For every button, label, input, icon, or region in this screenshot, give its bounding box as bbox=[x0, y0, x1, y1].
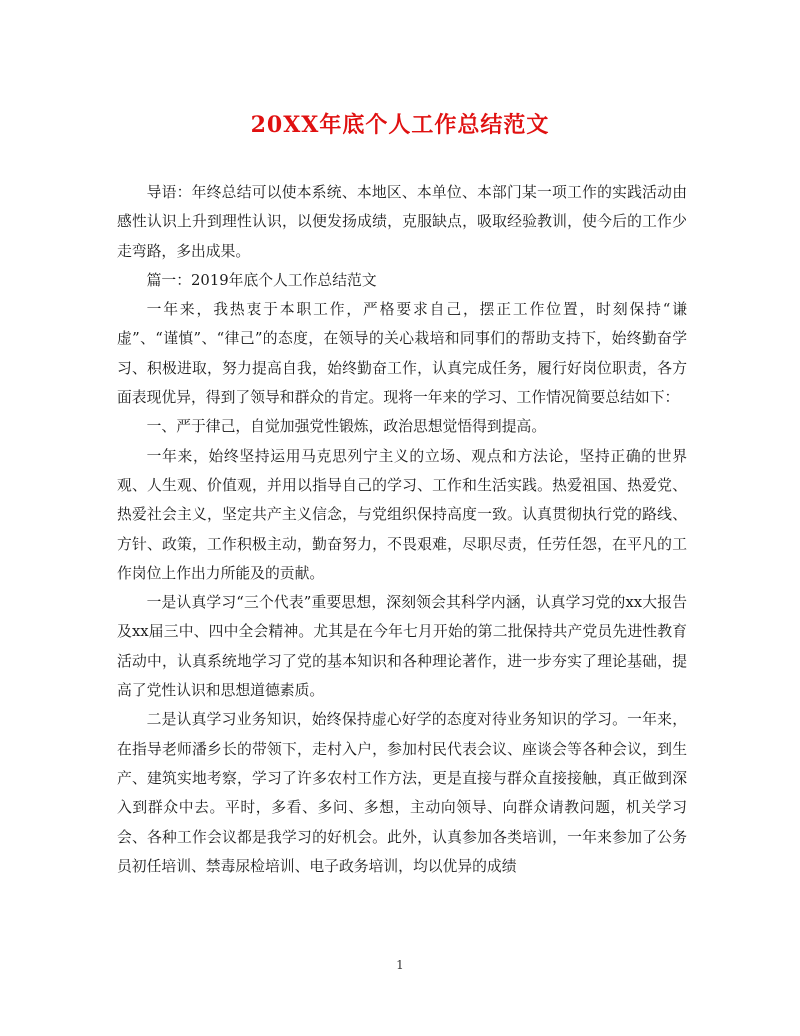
body-paragraph: 一年来，我热衷于本职工作，严格要求自己，摆正工作位置，时刻保持“谦虚”、“谨慎”、“律己”的态度，在领导的关心栽培和同事们的帮助支持下，始终勤奋学习、积极进取，努力提高自我，始终勤奋工作，认真完成任务，履行好岗位职责，各方面表现优异，得到了领导和群众的肯定。现将一年来的学习、工作情况简要总结如下： bbox=[117, 301, 687, 407]
body-paragraph: 二是认真学习业务知识，始终保持虚心好学的态度对待业务知识的学习。一年来，在指导老师潘乡长的带领下，走村入户，参加村民代表会议、座谈会等各种会议，到生产、建筑实地考察，学习了许多农村工作方法，更是直接与群众直接接触，真正做到深入到群众中去。平时，多看、多问、多想，主动向领导、向群众请教问题，机关学习会、各种工作会议都是我学习的好机会。此外，认真参加各类培训，一年来参加了公务员初任培训、禁毒尿检培训、电子政务培训，均以优异的成绩 bbox=[117, 711, 687, 875]
document-body bbox=[117, 178, 687, 881]
subsection-heading: 一、严于律己，自觉加强党性锻炼，政治思想觉悟得到提高。 bbox=[146, 418, 547, 436]
body-paragraph: 一是认真学习“三个代表”重要思想，深刻领会其科学内涵，认真学习党的xx大报告及xx届三中、四中全会精神。尤其是在今年七月开始的第二批保持共产党员先进性教育活动中，认真系统地学习了党的基本知识和各种理论著作，进一步夯实了理论基础，提高了党性认识和思想道德素质。 bbox=[117, 594, 687, 700]
body-paragraph: 一年来，始终坚持运用马克思列宁主义的立场、观点和方法论，坚持正确的世界观、人生观、价值观，并用以指导自己的学习、工作和生活实践。热爱祖国、热爱党、热爱社会主义，坚定共产主义信念，与党组织保持高度一致。认真贯彻执行党的路线、方针、政策，工作积极主动，勤奋努力，不畏艰难，尽职尽责，任劳任怨，在平凡的工作岗位上作出力所能及的贡献。 bbox=[117, 447, 687, 582]
page-number: 1 bbox=[396, 958, 404, 972]
intro-paragraph: 导语：年终总结可以使本系统、本地区、本单位、本部门某一项工作的实践活动由感性认识上升到理性认识，以便发扬成绩，克服缺点，吸取经验教训，使今后的工作少走弯路，多出成果。 bbox=[117, 184, 687, 260]
section-heading: 篇一：2019年底个人工作总结范文 bbox=[146, 271, 377, 289]
document-title: 20XX年底个人工作总结范文 bbox=[250, 112, 550, 138]
